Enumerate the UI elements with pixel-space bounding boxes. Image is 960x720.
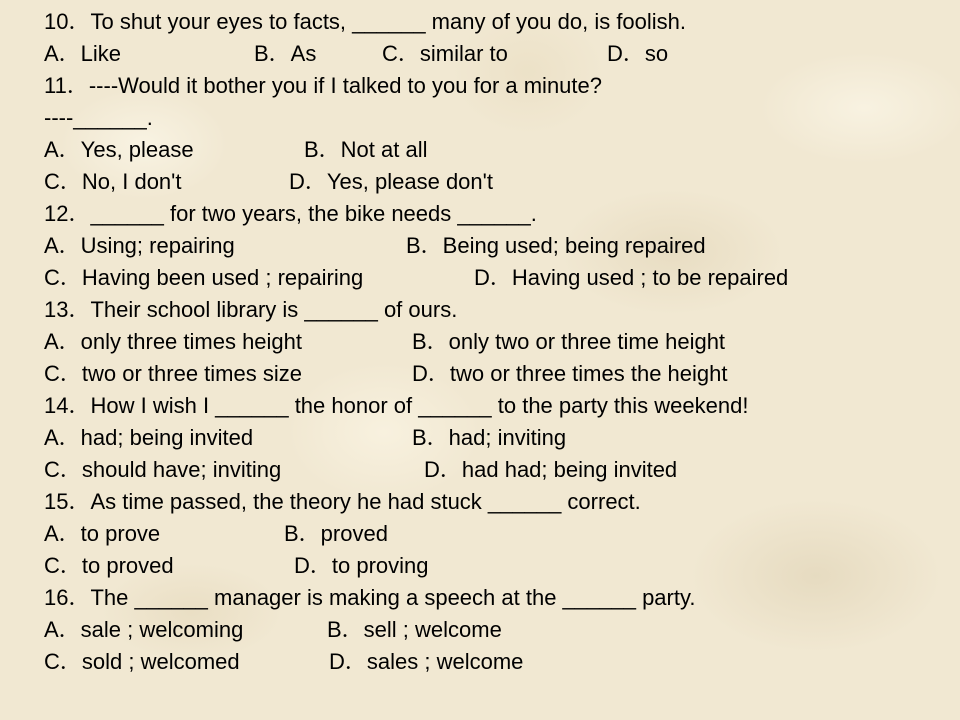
question-13-option-a: A．only three times height bbox=[44, 329, 303, 354]
question-10-option-a: A．Like bbox=[44, 41, 122, 66]
question-12-option-d: D．Having used ; to be repaired bbox=[474, 265, 789, 290]
question-15-option-b: B．proved bbox=[284, 521, 388, 546]
question-16-option-c: C．sold ; welcomed bbox=[44, 649, 240, 674]
question-14-option-d: D．had had; being invited bbox=[424, 457, 678, 482]
question-15-stem: 15．As time passed, the theory he had stuck ______ correct. bbox=[44, 489, 641, 514]
question-14-option-b: B．had; inviting bbox=[412, 425, 567, 450]
question-14-option-a: A．had; being invited bbox=[44, 425, 254, 450]
question-14-stem: 14．How I wish I ______ the honor of ______ to the party this weekend! bbox=[44, 393, 749, 418]
question-16-option-b: B．sell ; welcome bbox=[327, 617, 502, 642]
question-11-option-b: B．Not at all bbox=[304, 137, 428, 162]
question-14-option-c: C．should have; inviting bbox=[44, 457, 282, 482]
question-11-option-a: A．Yes, please bbox=[44, 137, 194, 162]
question-16-option-d: D．sales ; welcome bbox=[329, 649, 524, 674]
question-10-option-c: C．similar to bbox=[382, 41, 508, 66]
question-15-option-c: C．to proved bbox=[44, 553, 174, 578]
question-13-option-c: C．two or three times size bbox=[44, 361, 302, 386]
question-16-option-a: A．sale ; welcoming bbox=[44, 617, 244, 642]
question-13-option-b: B．only two or three time height bbox=[412, 329, 726, 354]
question-13-option-d: D．two or three times the height bbox=[412, 361, 728, 386]
question-16-stem: 16．The ______ manager is making a speech at the ______ party. bbox=[44, 585, 696, 610]
question-11-option-c: C．No, I don't bbox=[44, 169, 182, 194]
question-10-option-d: D．so bbox=[607, 41, 669, 66]
question-11-stem: 11．----Would it bother you if I talked to you for a minute? bbox=[44, 73, 603, 98]
question-12-option-a: A．Using; repairing bbox=[44, 233, 235, 258]
question-15-option-a: A．to prove bbox=[44, 521, 161, 546]
question-12-option-b: B．Being used; being repaired bbox=[406, 233, 706, 258]
question-11-option-d: D．Yes, please don't bbox=[289, 169, 493, 194]
question-12-option-c: C．Having been used ; repairing bbox=[44, 265, 364, 290]
question-13-stem: 13．Their school library is ______ of ours. bbox=[44, 297, 458, 322]
question-10-option-b: B．As bbox=[254, 41, 317, 66]
question-11-response-blank: ----______. bbox=[44, 105, 153, 130]
question-12-stem: 12．______ for two years, the bike needs ______. bbox=[44, 201, 537, 226]
question-10-stem: 10．To shut your eyes to facts, ______ many of you do, is foolish. bbox=[44, 9, 687, 34]
question-15-option-d: D．to proving bbox=[294, 553, 429, 578]
